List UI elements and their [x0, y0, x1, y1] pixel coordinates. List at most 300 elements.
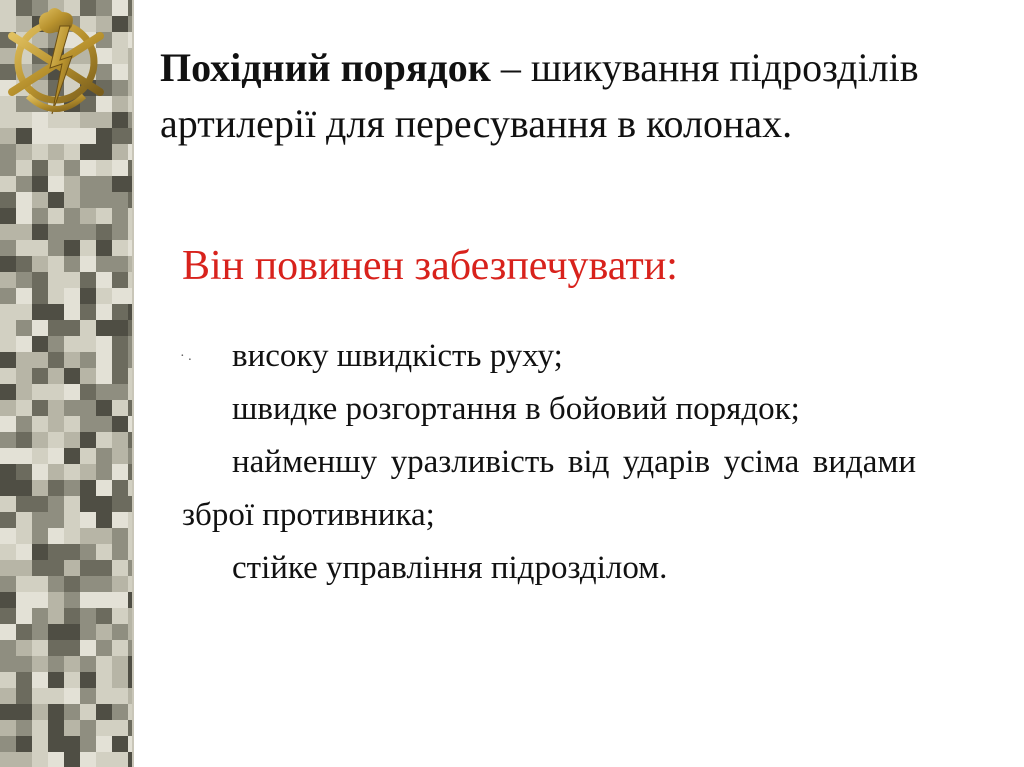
camo-pixel: [64, 160, 80, 176]
camo-pixel: [80, 624, 96, 640]
camo-pixel: [112, 752, 128, 767]
camo-pixel: [16, 640, 32, 656]
camo-pixel: [16, 336, 32, 352]
camo-pixel: [0, 368, 16, 384]
camo-pixel: [16, 496, 32, 512]
camo-pixel: [96, 576, 112, 592]
camo-pixel: [32, 608, 48, 624]
camo-pixel: [64, 384, 80, 400]
camo-pixel: [64, 176, 80, 192]
camo-pixel: [96, 192, 112, 208]
camo-pixel: [32, 432, 48, 448]
camo-pixel: [96, 160, 112, 176]
camo-pixel: [80, 240, 96, 256]
camo-pixel: [112, 0, 128, 16]
camo-pixel: [0, 256, 16, 272]
camo-pixel: [112, 336, 128, 352]
camo-pixel: [96, 336, 112, 352]
camo-pixel: [112, 176, 128, 192]
camo-pixel: [32, 624, 48, 640]
camo-pixel: [80, 352, 96, 368]
camo-pixel: [0, 384, 16, 400]
camo-pixel: [112, 208, 128, 224]
slide-subtitle: Він повинен забезпечувати:: [182, 243, 678, 289]
camo-pixel: [16, 512, 32, 528]
camo-pixel: [96, 720, 112, 736]
list-item: [182, 330, 916, 383]
camo-pixel: [48, 512, 64, 528]
camo-pixel: [16, 240, 32, 256]
camo-pixel: [112, 160, 128, 176]
camo-pixel: [48, 304, 64, 320]
camo-pixel: [112, 592, 128, 608]
camo-pixel: [32, 448, 48, 464]
camo-pixel: [96, 736, 112, 752]
camo-pixel: [0, 496, 16, 512]
camo-pixel: [80, 656, 96, 672]
camo-pixel: [48, 272, 64, 288]
camo-pixel: [64, 608, 80, 624]
camo-pixel: [0, 128, 16, 144]
camo-pixel: [48, 352, 64, 368]
camo-pixel: [96, 272, 112, 288]
camo-pixel: [64, 336, 80, 352]
camo-pixel: [80, 592, 96, 608]
camo-pixel: [80, 224, 96, 240]
camo-pixel: [64, 416, 80, 432]
camo-pixel: [16, 352, 32, 368]
camo-pixel: [64, 496, 80, 512]
camo-pixel: [0, 512, 16, 528]
camo-pixel: [32, 384, 48, 400]
camo-pixel: [32, 736, 48, 752]
camo-pixel: [48, 576, 64, 592]
camo-pixel: [112, 96, 128, 112]
camo-pixel: [112, 16, 128, 32]
camo-pixel: [0, 656, 16, 672]
camo-pixel: [16, 368, 32, 384]
camo-pixel: [0, 544, 16, 560]
camo-pixel: [64, 256, 80, 272]
camo-pixel: [80, 576, 96, 592]
camo-pixel: [16, 688, 32, 704]
camo-pixel: [32, 576, 48, 592]
camo-pixel: [80, 720, 96, 736]
camo-pixel: [64, 512, 80, 528]
camo-pixel: [96, 544, 112, 560]
camo-pixel: [48, 432, 64, 448]
camo-pixel: [64, 128, 80, 144]
camo-pixel: [32, 464, 48, 480]
camo-pixel: [80, 528, 96, 544]
camo-pixel: [16, 672, 32, 688]
camo-pixel: [96, 128, 112, 144]
camo-pixel: [0, 144, 16, 160]
camo-pixel: [16, 592, 32, 608]
camo-pixel: [80, 336, 96, 352]
camo-pixel: [96, 416, 112, 432]
camo-pixel: [112, 512, 128, 528]
camo-pixel: [48, 608, 64, 624]
camo-pixel: [48, 688, 64, 704]
camo-pixel: [96, 368, 112, 384]
camo-pixel: [64, 224, 80, 240]
camo-pixel: [112, 192, 128, 208]
camo-pixel: [112, 48, 128, 64]
camo-pixel: [32, 272, 48, 288]
camo-pixel: [48, 144, 64, 160]
camo-pixel: [112, 288, 128, 304]
camo-pixel: [0, 320, 16, 336]
camo-pixel: [80, 688, 96, 704]
camo-pixel: [80, 496, 96, 512]
camo-pixel: [0, 592, 16, 608]
camo-pixel: [64, 352, 80, 368]
camo-pixel: [112, 528, 128, 544]
camo-pixel: [112, 672, 128, 688]
camo-pixel: [112, 128, 128, 144]
camo-pixel: [48, 256, 64, 272]
camo-pixel: [48, 240, 64, 256]
camo-pixel: [32, 320, 48, 336]
camo-pixel: [0, 304, 16, 320]
camo-pixel: [96, 592, 112, 608]
camo-pixel: [112, 640, 128, 656]
camo-pixel: [48, 336, 64, 352]
camo-pixel: [16, 272, 32, 288]
camo-pixel: [16, 160, 32, 176]
camo-pixel: [16, 192, 32, 208]
camo-pixel: [64, 576, 80, 592]
camo-pixel: [96, 704, 112, 720]
camo-pixel: [16, 608, 32, 624]
camo-pixel: [80, 736, 96, 752]
camo-pixel: [32, 592, 48, 608]
camo-pixel: [64, 560, 80, 576]
camo-pixel: [32, 368, 48, 384]
camo-pixel: [32, 336, 48, 352]
camo-pixel: [32, 224, 48, 240]
camo-pixel: [112, 720, 128, 736]
camo-pixel: [64, 400, 80, 416]
camo-pixel: [0, 160, 16, 176]
camo-pixel: [16, 656, 32, 672]
camo-pixel: [96, 688, 112, 704]
camo-pixel: [32, 480, 48, 496]
camo-pixel: [112, 416, 128, 432]
camo-pixel: [96, 640, 112, 656]
camo-pixel: [112, 256, 128, 272]
camo-pixel: [0, 528, 16, 544]
camo-pixel: [80, 752, 96, 767]
camo-pixel: [80, 384, 96, 400]
camo-pixel: [48, 528, 64, 544]
camo-pixel: [0, 608, 16, 624]
bullet-marks: · .: [180, 349, 192, 364]
camo-pixel: [64, 288, 80, 304]
camo-pixel: [64, 528, 80, 544]
camo-pixel: [96, 224, 112, 240]
requirements-list: [182, 330, 916, 595]
camo-pixel: [96, 240, 112, 256]
camo-pixel: [112, 32, 128, 48]
camo-pixel: [0, 448, 16, 464]
camo-pixel: [112, 224, 128, 240]
camo-pixel: [16, 704, 32, 720]
camo-pixel: [80, 256, 96, 272]
camo-pixel: [48, 496, 64, 512]
camo-pixel: [64, 320, 80, 336]
sidebar-divider: [132, 0, 134, 767]
camo-pixel: [96, 144, 112, 160]
camo-pixel: [96, 320, 112, 336]
camo-pixel: [16, 304, 32, 320]
camo-pixel: [80, 672, 96, 688]
camo-pixel: [0, 336, 16, 352]
camo-pixel: [16, 480, 32, 496]
camo-pixel: [96, 304, 112, 320]
camo-pixel: [32, 752, 48, 767]
camo-pixel: [80, 128, 96, 144]
camo-pixel: [64, 736, 80, 752]
camo-pixel: [48, 224, 64, 240]
camo-pixel: [32, 400, 48, 416]
camo-pixel: [112, 400, 128, 416]
camo-pixel: [48, 176, 64, 192]
camo-pixel: [96, 432, 112, 448]
camo-pixel: [32, 128, 48, 144]
camo-pixel: [48, 736, 64, 752]
camo-pixel: [48, 400, 64, 416]
camo-pixel: [16, 448, 32, 464]
camo-pixel: [80, 176, 96, 192]
slide-title: [160, 40, 960, 152]
camo-pixel: [16, 560, 32, 576]
camo-pixel: [64, 192, 80, 208]
camo-pixel: [64, 720, 80, 736]
camo-pixel: [32, 288, 48, 304]
title-definition: – шикування підрозділів артилерії для пересування в колонах.: [160, 45, 919, 146]
camo-pixel: [112, 464, 128, 480]
camo-pixel: [48, 128, 64, 144]
camo-pixel: [16, 320, 32, 336]
camo-pixel: [48, 640, 64, 656]
list-item: [182, 542, 916, 595]
camo-pixel: [96, 512, 112, 528]
camo-pixel: [80, 288, 96, 304]
camo-pixel: [80, 544, 96, 560]
camo-pixel: [16, 400, 32, 416]
camo-pixel: [112, 704, 128, 720]
camo-pixel: [80, 208, 96, 224]
camo-pixel: [16, 736, 32, 752]
camo-pixel: [16, 208, 32, 224]
camo-pixel: [16, 224, 32, 240]
camo-pixel: [48, 752, 64, 767]
camo-pixel: [112, 448, 128, 464]
title-term: Похідний порядок: [160, 45, 491, 90]
camo-pixel: [112, 560, 128, 576]
camo-pixel: [32, 352, 48, 368]
camo-pixel: [80, 368, 96, 384]
camo-pixel: [16, 144, 32, 160]
camo-pixel: [16, 752, 32, 767]
camo-pixel: [112, 736, 128, 752]
camo-pixel: [64, 464, 80, 480]
camo-pixel: [48, 192, 64, 208]
camo-pixel: [64, 656, 80, 672]
camo-pixel: [48, 464, 64, 480]
camo-pixel: [96, 752, 112, 767]
camo-pixel: [64, 144, 80, 160]
list-item: [182, 383, 916, 436]
camo-pixel: [112, 432, 128, 448]
camo-pixel: [32, 304, 48, 320]
camo-pixel: [96, 560, 112, 576]
camo-pixel: [48, 368, 64, 384]
camo-pixel: [96, 608, 112, 624]
camo-pixel: [0, 640, 16, 656]
camo-pixel: [80, 704, 96, 720]
camo-pixel: [0, 720, 16, 736]
camo-pixel: [0, 736, 16, 752]
camo-pixel: [80, 160, 96, 176]
camo-pixel: [32, 160, 48, 176]
camo-pixel: [112, 480, 128, 496]
camo-pixel: [112, 496, 128, 512]
camo-pixel: [96, 288, 112, 304]
camo-pixel: [48, 288, 64, 304]
camo-pixel: [96, 176, 112, 192]
camo-pixel: [64, 448, 80, 464]
camo-pixel: [96, 208, 112, 224]
camo-pixel: [112, 352, 128, 368]
camo-pixel: [48, 320, 64, 336]
camo-pixel: [80, 608, 96, 624]
camo-pixel: [32, 512, 48, 528]
camo-pixel: [80, 448, 96, 464]
camo-pixel: [0, 672, 16, 688]
camo-pixel: [64, 704, 80, 720]
camo-pixel: [32, 192, 48, 208]
camo-pixel: [48, 208, 64, 224]
camo-pixel: [48, 592, 64, 608]
camo-pixel: [112, 576, 128, 592]
camo-pixel: [0, 272, 16, 288]
camo-pixel: [80, 192, 96, 208]
camo-pixel: [16, 128, 32, 144]
camo-pixel: [48, 704, 64, 720]
list-item-text: стійке управління підрозділом.: [232, 550, 668, 586]
camo-pixel: [0, 224, 16, 240]
camo-pixel: [112, 688, 128, 704]
camo-pixel: [112, 544, 128, 560]
camo-pixel: [32, 176, 48, 192]
camo-pixel: [80, 400, 96, 416]
camo-pixel: [80, 272, 96, 288]
camo-pixel: [0, 480, 16, 496]
camo-pixel: [112, 304, 128, 320]
camo-pixel: [32, 256, 48, 272]
camo-pixel: [96, 448, 112, 464]
camo-pixel: [48, 544, 64, 560]
camo-pixel: [64, 432, 80, 448]
camo-pixel: [16, 544, 32, 560]
camo-pixel: [80, 480, 96, 496]
camo-pixel: [80, 560, 96, 576]
camo-pixel: [32, 704, 48, 720]
camo-pixel: [64, 240, 80, 256]
list-item-text: найменшу уразливість від ударів усіма видами зброї противника;: [182, 444, 916, 533]
camo-pixel: [32, 416, 48, 432]
camo-pixel: [32, 496, 48, 512]
camo-pixel: [0, 688, 16, 704]
camo-pixel: [16, 256, 32, 272]
camo-pixel: [96, 256, 112, 272]
camo-pixel: [48, 160, 64, 176]
camo-pixel: [64, 480, 80, 496]
camo-pixel: [48, 560, 64, 576]
camo-pixel: [112, 656, 128, 672]
camo-pixel: [64, 208, 80, 224]
camo-pixel: [32, 672, 48, 688]
artillery-branch-emblem-icon: [6, 6, 110, 126]
list-item: [182, 436, 916, 542]
camo-pixel: [80, 432, 96, 448]
camo-pixel: [112, 64, 128, 80]
camo-pixel: [64, 544, 80, 560]
camo-pixel: [0, 240, 16, 256]
camo-pixel: [80, 416, 96, 432]
camo-pixel: [16, 176, 32, 192]
camo-pixel: [48, 672, 64, 688]
camo-pixel: [16, 464, 32, 480]
camo-pixel: [112, 80, 128, 96]
camo-pixel: [64, 624, 80, 640]
camo-pixel: [96, 656, 112, 672]
camo-pixel: [48, 384, 64, 400]
list-item-text: швидке розгортання в бойовий порядок;: [232, 391, 800, 427]
camo-pixel: [96, 480, 112, 496]
camo-pixel: [0, 416, 16, 432]
camo-pixel: [48, 448, 64, 464]
camo-pixel: [32, 208, 48, 224]
camo-pixel: [80, 464, 96, 480]
camo-pixel: [96, 352, 112, 368]
camo-pixel: [0, 704, 16, 720]
camo-pixel: [32, 720, 48, 736]
camo-pixel: [0, 576, 16, 592]
camo-pixel: [112, 384, 128, 400]
camo-pixel: [64, 688, 80, 704]
camo-pixel: [96, 528, 112, 544]
camo-pixel: [64, 592, 80, 608]
camo-pixel: [112, 272, 128, 288]
camo-pixel: [16, 416, 32, 432]
camo-pixel: [0, 752, 16, 767]
camo-pixel: [96, 400, 112, 416]
camo-pixel: [112, 112, 128, 128]
camo-pixel: [32, 144, 48, 160]
camo-pixel: [0, 400, 16, 416]
camo-pixel: [48, 416, 64, 432]
camo-pixel: [64, 752, 80, 767]
camo-pixel: [48, 720, 64, 736]
camo-pixel: [16, 528, 32, 544]
camo-pixel: [0, 208, 16, 224]
camo-pixel: [32, 656, 48, 672]
camo-pixel: [32, 640, 48, 656]
